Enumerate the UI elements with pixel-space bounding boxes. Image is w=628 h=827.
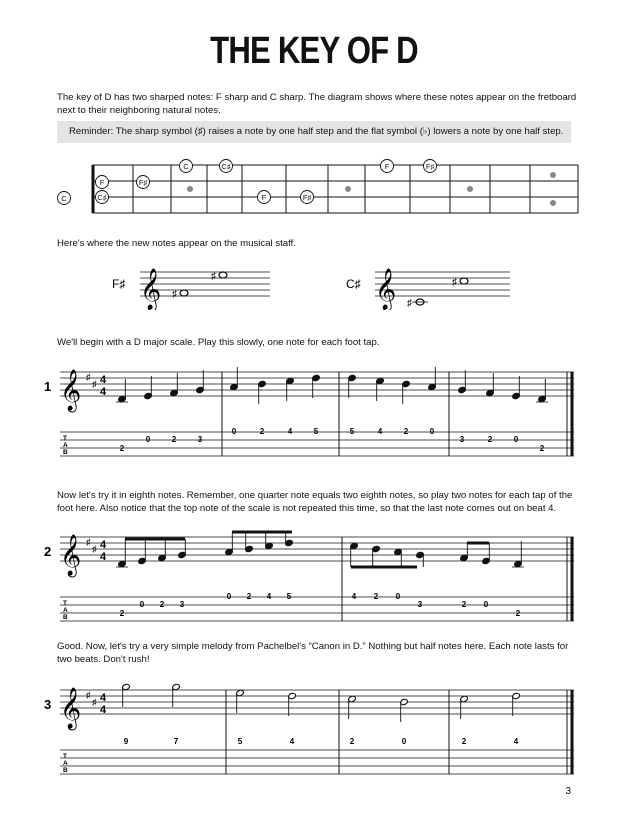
note-label: C♯ xyxy=(221,162,231,171)
treble-clef-icon: 𝄞 xyxy=(140,268,162,309)
note-heads xyxy=(122,683,521,722)
note-label: F♯ xyxy=(302,193,312,202)
example-3-text: Good. Now, let's try a very simple melody from Pachelbel's “Canon in D.” Nothing but half notes here. Each note lasts for two beats. Don't rush! xyxy=(57,641,569,665)
note-label: F♯ xyxy=(138,178,148,187)
tab-number: 0 xyxy=(513,435,519,444)
fret-marker xyxy=(467,186,473,192)
tab-number: 2 xyxy=(461,600,467,609)
treble-clef-icon: 𝄞 xyxy=(60,369,82,410)
sharp-icon: ♯ xyxy=(407,298,412,309)
tab-number: 2 xyxy=(246,592,252,601)
tab-number: 0 xyxy=(395,592,401,601)
tab-number: 2 xyxy=(119,609,125,618)
tab-label: A xyxy=(63,607,68,614)
tab-number: 0 xyxy=(483,600,489,609)
tab-number: 2 xyxy=(373,592,379,601)
tab-number: 0 xyxy=(231,427,237,436)
tab-lines xyxy=(60,597,574,621)
example-1-notation xyxy=(44,362,584,462)
tab-numbers xyxy=(124,737,519,746)
open-note-label: C xyxy=(61,194,67,203)
tab-number: 3 xyxy=(197,435,203,444)
key-signature-sharp-icon: ♯ xyxy=(92,697,97,707)
example-1-text: We'll begin with a D major scale. Play this slowly, one note for each foot tap. xyxy=(57,337,380,348)
whole-note-icon xyxy=(180,290,188,296)
tab-number: 2 xyxy=(349,737,355,746)
tab-number: 0 xyxy=(226,592,232,601)
time-sig-top: 4 xyxy=(100,374,107,386)
tab-number: 4 xyxy=(351,592,357,601)
staff-intro-text: Here's where the new notes appear on the musical staff. xyxy=(57,238,296,249)
tab-label: A xyxy=(63,442,68,449)
key-signature-sharp-icon: ♯ xyxy=(92,379,97,389)
sharp-icon: ♯ xyxy=(211,271,216,282)
treble-clef-icon: 𝄞 xyxy=(60,534,82,575)
note-label: F xyxy=(384,162,390,171)
tab-number: 4 xyxy=(287,427,293,436)
time-sig-top: 4 xyxy=(100,539,107,551)
note-heads xyxy=(116,367,548,404)
tab-number: 5 xyxy=(286,592,292,601)
tab-label: T xyxy=(63,435,67,442)
time-sig-bottom: 4 xyxy=(100,551,107,563)
tab-number: 3 xyxy=(459,435,465,444)
tab-number: 4 xyxy=(289,737,295,746)
time-sig-bottom: 4 xyxy=(100,386,107,398)
note-label: F♯ xyxy=(425,162,435,171)
example-2-text: Now let's try it in eighth notes. Remember, one quarter note equals two eighth notes, so play two notes for each tap of the foot here. Also notice that the top note of the scale is not repeated this time, so that the last note comes out on beat 4. xyxy=(57,490,573,514)
fret-marker xyxy=(550,200,556,206)
tab-label: T xyxy=(63,600,67,607)
example-number: 1 xyxy=(44,379,52,394)
whole-note-icon xyxy=(219,272,227,278)
tab-number: 4 xyxy=(266,592,272,601)
key-signature-sharp-icon: ♯ xyxy=(86,372,91,382)
tab-label: A xyxy=(63,760,68,767)
time-sig-top: 4 xyxy=(100,692,107,704)
tab-number: 5 xyxy=(313,427,319,436)
whole-note-icon xyxy=(460,278,468,284)
fret-marker xyxy=(187,186,193,192)
staff-lines xyxy=(60,690,574,714)
page-title: THE KEY OF D xyxy=(210,30,418,72)
tab-label: B xyxy=(63,614,68,621)
tab-number: 5 xyxy=(237,737,243,746)
fretboard-outline xyxy=(93,165,578,213)
tab-number: 2 xyxy=(515,609,521,618)
tab-number: 0 xyxy=(139,600,145,609)
tab-number: 2 xyxy=(461,737,467,746)
fretboard-diagram xyxy=(50,155,580,217)
tab-number: 0 xyxy=(429,427,435,436)
sharp-icon: ♯ xyxy=(172,289,177,300)
fret-marker xyxy=(345,186,351,192)
tab-number: 3 xyxy=(179,600,185,609)
tab-number: 5 xyxy=(349,427,355,436)
tab-label: B xyxy=(63,767,68,774)
tab-number: 2 xyxy=(171,435,177,444)
sharp-icon: ♯ xyxy=(452,277,457,288)
key-signature-sharp-icon: ♯ xyxy=(86,537,91,547)
tab-label: B xyxy=(63,449,68,456)
page-number: 3 xyxy=(565,786,571,797)
staff-example-label: F♯ xyxy=(112,277,126,291)
tab-number: 3 xyxy=(417,600,423,609)
tab-number: 2 xyxy=(159,600,165,609)
note-label: F xyxy=(99,178,105,187)
tab-number: 0 xyxy=(401,737,407,746)
note-label: F xyxy=(261,193,267,202)
key-signature-sharp-icon: ♯ xyxy=(86,690,91,700)
key-signature-sharp-icon: ♯ xyxy=(92,544,97,554)
time-sig-bottom: 4 xyxy=(100,704,107,716)
staff-example-label: C♯ xyxy=(346,277,361,291)
treble-clef-icon: 𝄞 xyxy=(375,268,397,309)
note-label: C xyxy=(183,162,189,171)
tab-label: T xyxy=(63,753,67,760)
treble-clef-icon: 𝄞 xyxy=(60,687,82,728)
example-number: 2 xyxy=(44,544,52,559)
note-label: C♯ xyxy=(97,193,107,202)
tab-number: 2 xyxy=(259,427,265,436)
tab-number: 2 xyxy=(539,444,545,453)
example-3-notation xyxy=(44,680,584,780)
tab-number: 9 xyxy=(123,737,129,746)
tab-number: 2 xyxy=(487,435,493,444)
tab-number: 2 xyxy=(403,427,409,436)
tab-number: 4 xyxy=(513,737,519,746)
tab-number: 7 xyxy=(173,737,179,746)
tab-number: 2 xyxy=(119,444,125,453)
fret-marker xyxy=(550,172,556,178)
intro-paragraph: The key of D has two sharped notes: F sharp and C sharp. The diagram shows where these notes appear on the fretboard next to their neighboring natural notes. xyxy=(57,92,577,116)
tab-lines xyxy=(60,750,574,774)
tab-number: 4 xyxy=(377,427,383,436)
tab-number: 0 xyxy=(145,435,151,444)
example-2-notation xyxy=(44,527,584,627)
staff-lines xyxy=(60,537,574,561)
reminder-box: Reminder: The sharp symbol (♯) raises a note by one half step and the flat symbol (♭) lowers a note by one half step. xyxy=(57,121,571,143)
staff-examples xyxy=(100,260,540,310)
example-number: 3 xyxy=(44,697,52,712)
